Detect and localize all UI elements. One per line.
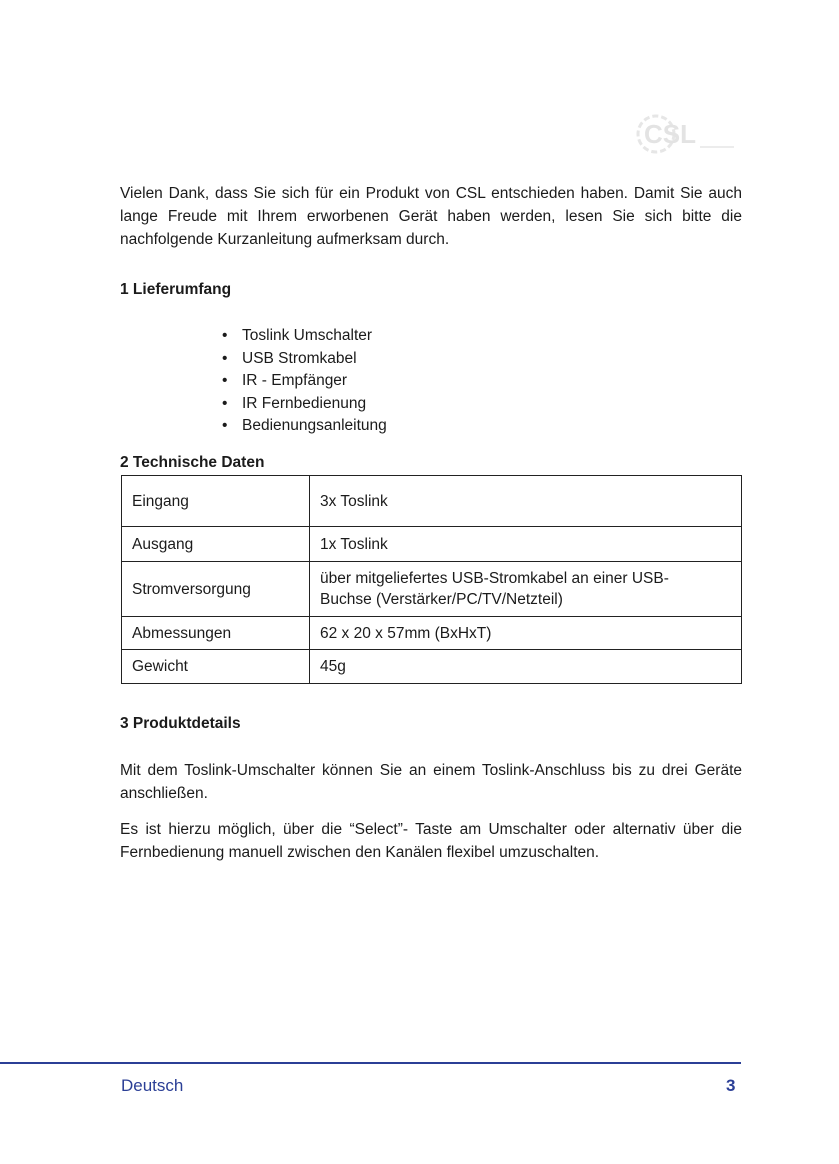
spec-key: Ausgang bbox=[122, 527, 310, 562]
list-item-label: Bedienungsanleitung bbox=[242, 417, 387, 434]
section-title-lieferumfang: 1 Lieferumfang bbox=[120, 281, 232, 298]
table-row bbox=[122, 562, 742, 617]
bullet-icon: • bbox=[222, 327, 228, 344]
list-item bbox=[222, 325, 387, 348]
table-row bbox=[122, 527, 742, 562]
csl-logo-icon bbox=[634, 108, 736, 158]
list-item-label: USB Stromkabel bbox=[242, 349, 357, 367]
section-title-produktdetails: 3 Produktdetails bbox=[120, 715, 241, 732]
table-row bbox=[122, 476, 742, 527]
footer-language: Deutsch bbox=[121, 1076, 184, 1095]
spec-value: 3x Toslink bbox=[310, 476, 742, 527]
intro-paragraph: Vielen Dank, dass Sie sich für ein Produkt von CSL entschieden haben. Damit Sie auch lange Freude mit Ihrem erworbenen Gerät haben werden, lesen Sie sich bitte die nachfolgende Kurzanleitung aufmerksam durch. bbox=[120, 185, 742, 248]
list-item bbox=[222, 415, 387, 438]
list-item-label: IR - Empfänger bbox=[242, 372, 348, 389]
page-content bbox=[120, 182, 742, 861]
spec-key: Gewicht bbox=[122, 650, 310, 684]
page-number: 3 bbox=[726, 1076, 736, 1095]
list-item bbox=[222, 370, 387, 393]
spec-key: Eingang bbox=[122, 476, 310, 527]
spec-value-line: Buchse (Verstärker/PC/TV/Netzteil) bbox=[320, 591, 563, 608]
spec-table bbox=[121, 475, 742, 684]
bullet-icon: • bbox=[222, 417, 228, 434]
list-item-label: Toslink Umschalter bbox=[242, 327, 373, 344]
product-details-paragraph-1: Mit dem Toslink-Umschalter können Sie an einem Toslink-Anschluss bis zu drei Geräte anschließen. bbox=[120, 762, 742, 802]
spec-value: 1x Toslink bbox=[310, 527, 742, 562]
spec-key: Stromversorgung bbox=[122, 562, 310, 617]
list-item bbox=[222, 393, 387, 416]
list-item bbox=[222, 348, 387, 371]
logo-text: CSL bbox=[644, 119, 696, 149]
section-title-technische-daten: 2 Technische Daten bbox=[120, 454, 265, 471]
bullet-icon: • bbox=[222, 394, 228, 412]
bullet-icon: • bbox=[222, 372, 228, 389]
footer-divider bbox=[0, 1062, 741, 1064]
delivery-scope-list bbox=[222, 325, 387, 438]
spec-value-line: über mitgeliefertes USB-Stromkabel an einer USB- bbox=[320, 570, 669, 587]
spec-value: 62 x 20 x 57mm (BxHxT) bbox=[310, 617, 742, 650]
list-item-label: IR Fernbedienung bbox=[242, 394, 367, 412]
bullet-icon: • bbox=[222, 349, 228, 367]
spec-value bbox=[310, 562, 742, 617]
table-row bbox=[122, 650, 742, 684]
table-row bbox=[122, 617, 742, 650]
spec-value: 45g bbox=[310, 650, 742, 684]
product-details-paragraph-2: Es ist hierzu möglich, über die “Select”- Taste am Umschalter oder alternativ über die Fernbedienung manuell zwischen den Kanälen flexibel umzuschalten. bbox=[120, 821, 742, 861]
spec-key: Abmessungen bbox=[122, 617, 310, 650]
csl-logo bbox=[634, 108, 736, 158]
